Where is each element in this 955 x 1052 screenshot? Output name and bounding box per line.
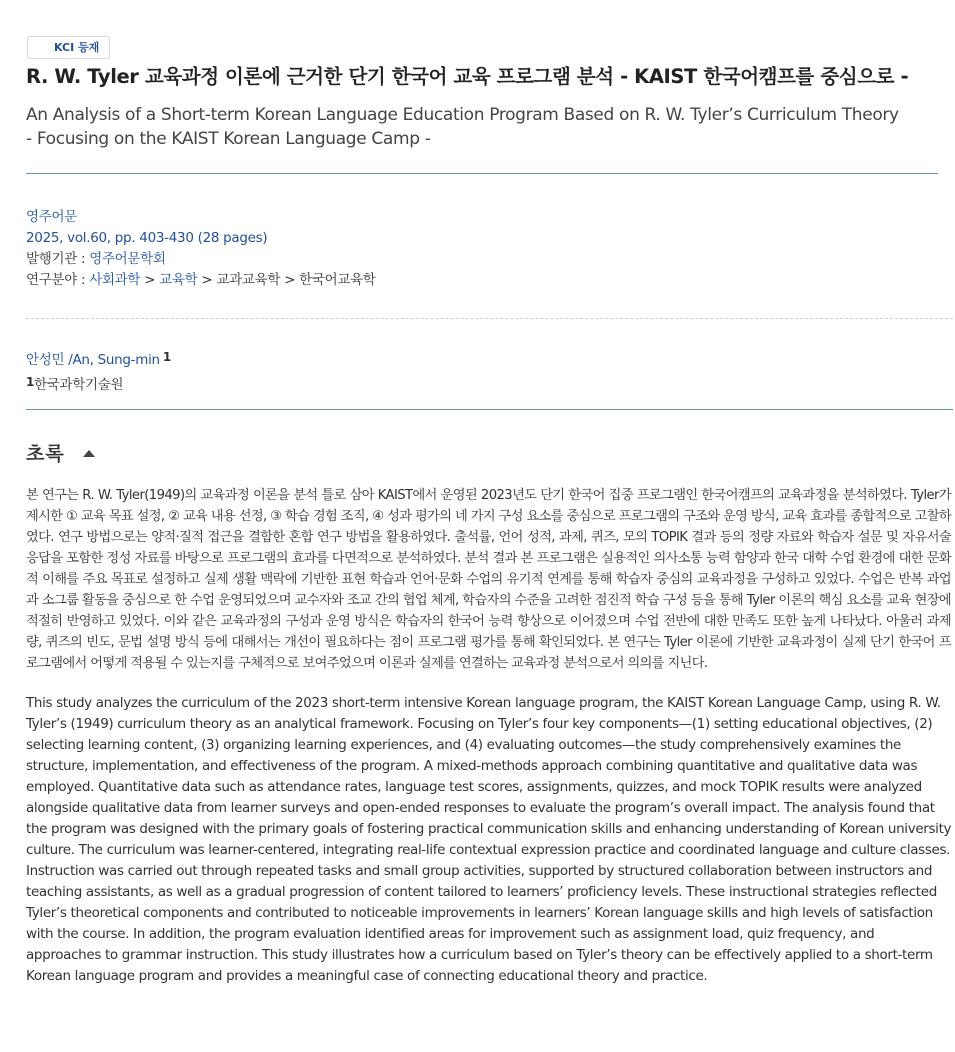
volume-link[interactable]: 2025, vol.60, pp. 403-430 (28 pages) bbox=[26, 230, 268, 246]
author-info bbox=[26, 346, 953, 396]
field-label: 연구분야 : bbox=[26, 272, 90, 288]
title-english: An Analysis of a Short-term Korean Language Education Program Based on R. W. Tyler’s Curriculum Theory - Focusing on the KAIST Korean Language Camp - bbox=[26, 105, 899, 149]
meta-divider bbox=[26, 318, 953, 319]
author-divider bbox=[26, 409, 953, 410]
author-link[interactable]: 안성민 /An, Sung-min bbox=[26, 352, 160, 368]
author-superscript: 1 bbox=[162, 350, 171, 364]
affiliation-superscript: 1 bbox=[26, 375, 35, 389]
collapse-caret-icon[interactable] bbox=[83, 450, 95, 457]
abstract-english: This study analyzes the curriculum of the 2023 short-term intensive Korean language program, the KAIST Korean Language Camp, using R. W. Tyler’s (1949) curriculum theory as an analytical framework. Focusing on Tyler’s four key components—(1) setting educational objectives, (2) selecting learning content, (3) organizing learning experiences, and (4) evaluating outcomes—the study comprehensively examines the structure, implementation, and effectiveness of the program. A mixed-methods approach combining quantitative and qualitative data was employed. Quantitative data such as attendance rates, language test scores, assignments, quizzes, and mock TOPIK results were analyzed alongside qualitative data from learner surveys and open-ended responses to evaluate the program’s overall impact. The analysis found that the program was designed with the primary goals of fostering practical communication skills and enhancing understanding of Korean university culture. The curriculum was learner-centered, integrating real-life contextual expression practice and coordinated language and culture classes. Instruction was carried out through repeated tasks and small group activities, supported by structured collaboration between instructors and teaching assistants, as well as a gradual progression of content tailored to learners’ proficiency levels. These instructional strategies reflected Tyler’s theoretical components and contributed to noticeable improvements in learners’ Korean language skills and high levels of satisfaction with the course. In addition, the program evaluation identified areas for improvement such as assignment load, quiz frequency, and approaches to grammar instruction. This study illustrates how a curriculum based on Tyler’s theory can be effectively applied to a short-term Korean language program and provides a meaningful case of connecting educational theory and practice. bbox=[26, 695, 952, 984]
kci-badge: KCI 등재 bbox=[27, 36, 110, 59]
article-detail bbox=[26, 36, 953, 987]
publisher-link[interactable]: 영주어문학회 bbox=[89, 251, 166, 267]
field-rest: > 교과교육학 > 한국어교육학 bbox=[197, 272, 376, 288]
title-korean: R. W. Tyler 교육과정 이론에 근거한 단기 한국어 교육 프로그램 분석 - KAIST 한국어캠프를 중심으로 - bbox=[26, 65, 909, 88]
abstract-heading: 초록 bbox=[26, 442, 65, 465]
journal-name-link[interactable]: 영주어문 bbox=[26, 209, 77, 225]
affiliation: 한국과학기술원 bbox=[34, 377, 124, 393]
abstract-header[interactable] bbox=[26, 440, 953, 464]
publisher-label: 발행기관 : bbox=[26, 251, 90, 267]
header-divider bbox=[26, 173, 938, 174]
field-link-social-science[interactable]: 사회과학 bbox=[89, 272, 141, 288]
field-separator: > bbox=[140, 272, 160, 288]
abstract-korean: 본 연구는 R. W. Tyler(1949)의 교육과정 이론을 분석 틀로 삼아 KAIST에서 운영된 2023년도 단기 한국어 집중 프로그램인 한국어캠프의 교육과정을 분석하였다. Tyler가 제시한 ① 교육 목표 설정, ② 교육 내용 선정, ③ 학습 경험 조직, ④ 성과 평가의 네 가지 구성 요소를 중심으로 프로그램의 구조와 운영 방식, 교육 효과를 종합적으로 고찰하였다. 연구 방법으로는 양적·질적 접근을 결합한 혼합 연구 방법을 활용하였다. 출석률, 언어 성적, 과제, 퀴즈, 모의 TOPIK 결과 등의 정량 자료와 학습자 설문 및 자유서술 응답을 포함한 정성 자료를 바탕으로 프로그램의 효과를 다면적으로 분석하였다. 분석 결과 본 프로그램은 실용적인 의사소통 능력 함양과 한국 대학 수업 환경에 대한 문화적 이해를 주요 목표로 설정하고 실제 생활 맥락에 기반한 표현 학습과 언어·문화 수업의 유기적 연계를 통해 학습자 중심의 교육과정을 구성하고 있었다. 수업은 반복 과업과 소그룹 활동을 중심으로 한 수업 운영되었으며 교수자와 조교 간의 협업 체계, 학습자의 수준을 고려한 점진적 학습 구성 등을 통해 Tyler 이론의 핵심 요소를 교육 현장에 적절히 반영하고 있었다. 이와 같은 교육과정의 구성과 운영 방식은 학습자의 한국어 능력 향상으로 이어졌으며 수업 전반에 대한 만족도 또한 높게 나타났다. 아울러 과제량, 퀴즈의 빈도, 문법 설명 방식 등에 대해서는 개선이 필요하다는 점이 프로그램 평가를 통해 확인되었다. 본 연구는 Tyler 이론에 기반한 교육과정이 실제 단기 한국어 프로그램에서 어떻게 적용될 수 있는지를 구체적으로 보여주었으며 이론과 실제를 연결하는 교육과정 분석으로서 의의를 지닌다. bbox=[26, 488, 951, 671]
field-link-education[interactable]: 교육학 bbox=[159, 272, 198, 288]
journal-info bbox=[26, 207, 953, 291]
